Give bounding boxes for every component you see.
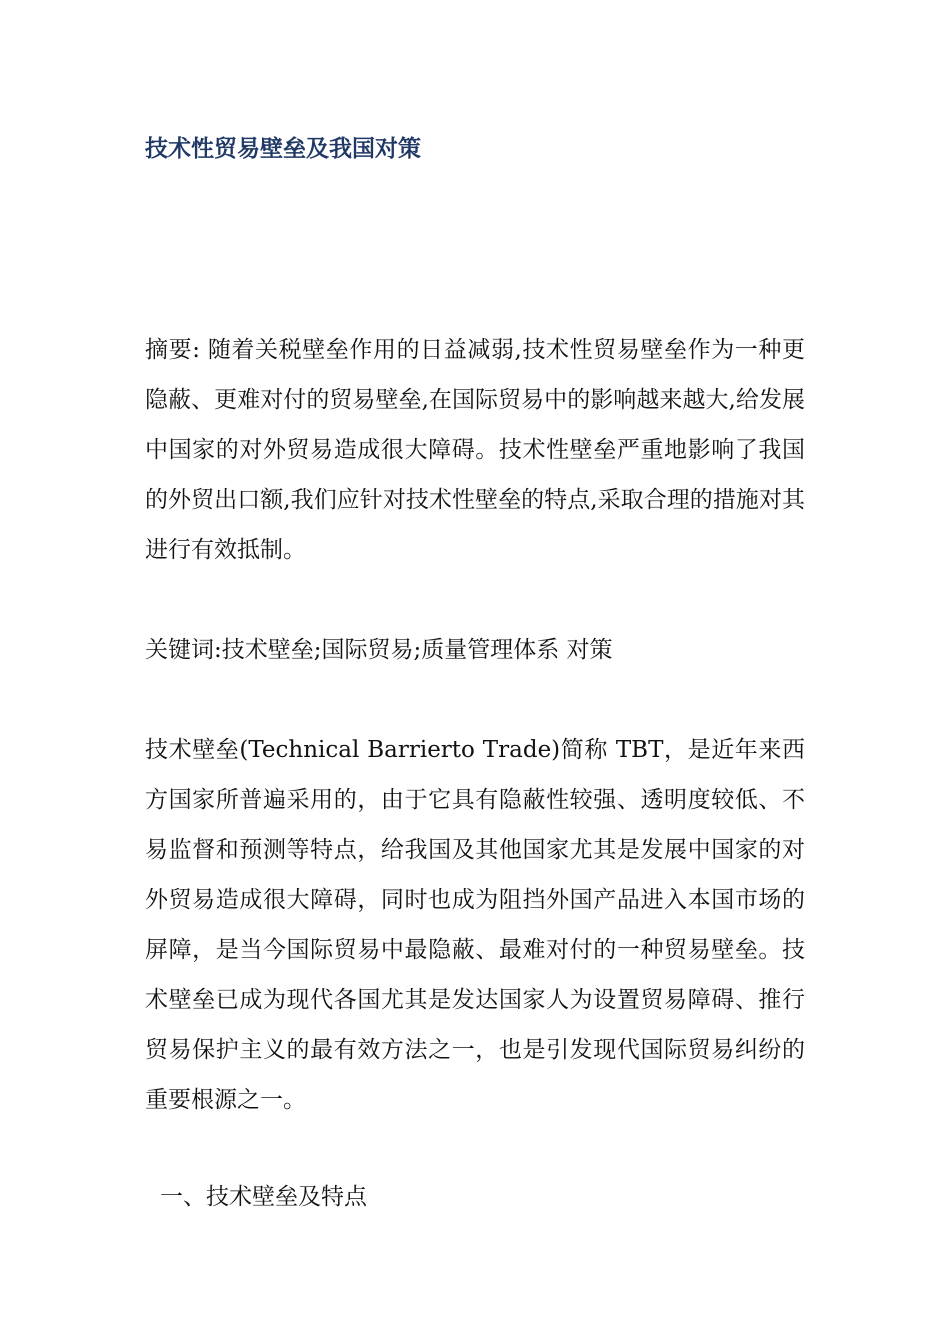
intro-paragraph: 技术壁垒(Technical Barrierto Trade)简称 TBT，是近年来西方国家所普遍采用的，由于它具有隐蔽性较强、透明度较低、不易监督和预测等特点，给我国及其他国家尤其是发展中国家的对外贸易造成很大障碍，同时也成为阻挡外国产品进入本国市场的屏障，是当今国际贸易中最隐蔽、最难对付的一种贸易壁垒。技术壁垒已成为现代各国尤其是发达国家人为设置贸易障碍、推行贸易保护主义的最有效方法之一，也是引发现代国际贸易纠纷的重要根源之一。 bbox=[145, 737, 805, 1113]
abstract-paragraph: 摘要: 随着关税壁垒作用的日益减弱,技术性贸易壁垒作为一种更隐蔽、更难对付的贸易壁垒,在国际贸易中的影响越来越大,给发展中国家的对外贸易造成很大障碍。技术性壁垒严重地影响了我国的外贸出口额,我们应针对技术性壁垒的特点,采取合理的措施对其进行有效抵制。 bbox=[145, 337, 805, 563]
document-title: 技术性贸易壁垒及我国对策 bbox=[145, 135, 421, 162]
section-heading-1: 一、技术壁垒及特点 bbox=[160, 1184, 367, 1210]
keywords-paragraph: 关键词:技术壁垒;国际贸易;质量管理体系 对策 bbox=[145, 637, 613, 663]
